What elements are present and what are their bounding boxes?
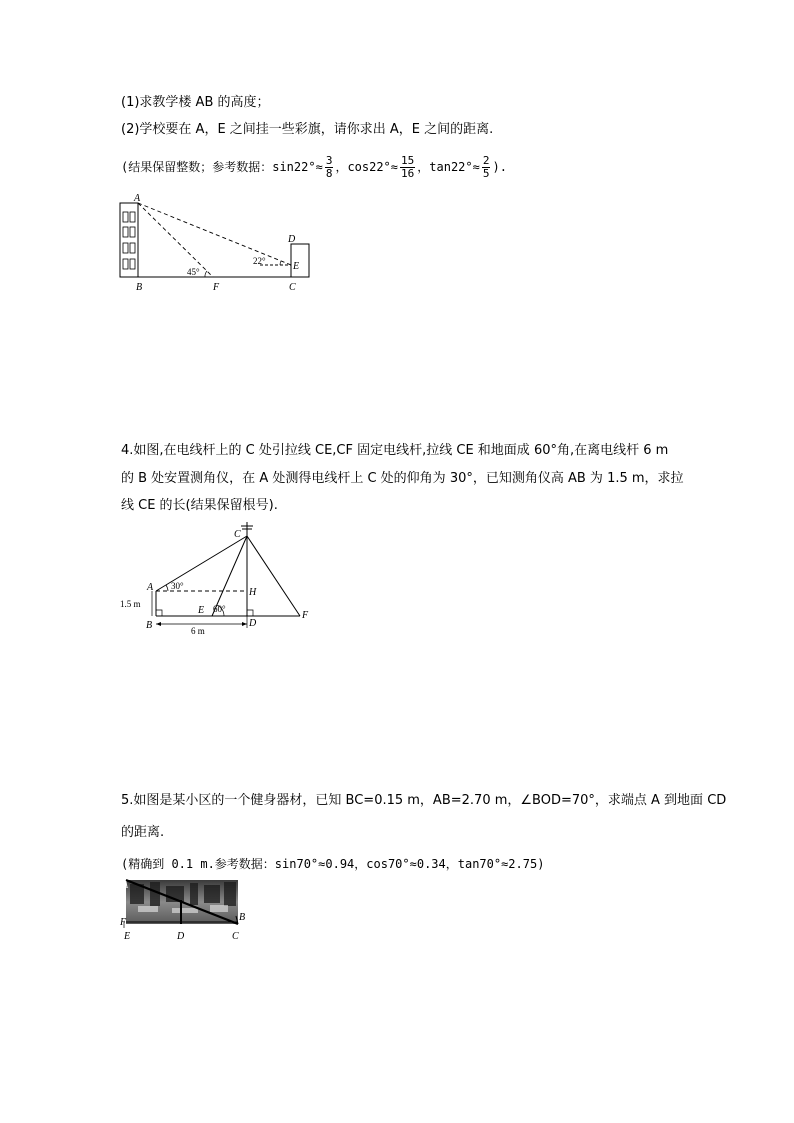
q3-part2: (2)学校要在 A，E 之间挂一些彩旗，请你求出 A，E 之间的距离. (121, 122, 494, 137)
label-c: C (234, 529, 241, 540)
q3-reference-data (121, 152, 507, 182)
label-c: C (232, 931, 239, 942)
angle-22-arc (280, 261, 281, 265)
figure-building-angles (110, 192, 320, 294)
cos-denominator: 16 (401, 167, 415, 180)
label-b: B (146, 620, 153, 631)
angle-30-arc (166, 585, 168, 591)
q5-line2: 的距离. (121, 825, 165, 840)
right-angle-d (247, 610, 253, 616)
label-b: B (239, 912, 246, 923)
label-e: E (198, 605, 205, 616)
label-f: F (213, 282, 220, 293)
tan-numerator: 2 (482, 154, 490, 167)
angle-45-arc (205, 271, 207, 277)
q3-cos-prefix: ，cos22°≈ (335, 160, 399, 174)
label-c: C (289, 282, 296, 293)
label-b: B (136, 282, 143, 293)
figure-fitness-equipment (118, 878, 250, 942)
arrow-left (156, 622, 161, 626)
q4-line1: 4.如图,在电线杆上的 C 处引拉线 CE,CF 固定电线杆,拉线 CE 和地面成 60°角,在离电线杆 6 m (121, 443, 669, 458)
label-e: E (293, 261, 300, 272)
cos-numerator: 15 (401, 154, 415, 167)
label-a: A (147, 582, 154, 593)
sin-fraction (325, 155, 334, 180)
label-a: A (122, 880, 129, 891)
label-e: E (124, 931, 131, 942)
label-angle-45: 45° (187, 267, 200, 277)
q3-ref-suffix: ). (492, 160, 507, 174)
label-distance: 6 m (191, 626, 205, 636)
label-f: F (302, 610, 309, 621)
q4-line3: 线 CE 的长(结果保留根号). (121, 498, 278, 513)
label-d: D (177, 931, 185, 942)
figure-utility-pole (116, 520, 320, 638)
q5-line1: 5.如图是某小区的一个健身器材，已知 BC=0.15 m，AB=2.70 m，∠BOD=70°，求端点 A 到地面 CD (121, 793, 727, 808)
sin-numerator: 3 (325, 154, 333, 167)
label-f: F (120, 917, 127, 928)
label-angle-30: 30° (171, 581, 184, 591)
q3-tan-prefix: ，tan22°≈ (417, 160, 480, 174)
label-h: H (249, 587, 257, 598)
cable-cf (247, 536, 300, 616)
q3-part1: (1)求教学楼 AB 的高度； (121, 95, 270, 110)
arrow-right (242, 622, 247, 626)
q4-line2: 的 B 处安置测角仪，在 A 处测得电线杆上 C 处的仰角为 30°，已知测角仪高 AB 为 1.5 m，求拉 (121, 471, 684, 486)
label-height: 1.5 m (120, 599, 141, 609)
label-d: D (249, 618, 257, 629)
label-angle-60: 60° (213, 604, 226, 614)
tan-fraction (482, 155, 491, 180)
sin-denominator: 8 (325, 167, 333, 180)
building-windows (123, 212, 135, 269)
label-a: A (134, 193, 141, 204)
label-d: D (288, 234, 296, 245)
cos-fraction (400, 155, 415, 180)
line-ac (156, 536, 247, 591)
q3-ref-prefix: (结果保留整数；参考数据：sin22°≈ (121, 160, 323, 174)
q5-line3: (精确到 0.1 m.参考数据：sin70°≈0.94，cos70°≈0.34，tan70°≈2.75) (121, 857, 545, 871)
label-angle-22: 22° (253, 256, 266, 266)
line-af (138, 203, 213, 277)
line-ae (138, 203, 291, 265)
right-angle-b (156, 610, 162, 616)
tan-denominator: 5 (482, 167, 490, 180)
